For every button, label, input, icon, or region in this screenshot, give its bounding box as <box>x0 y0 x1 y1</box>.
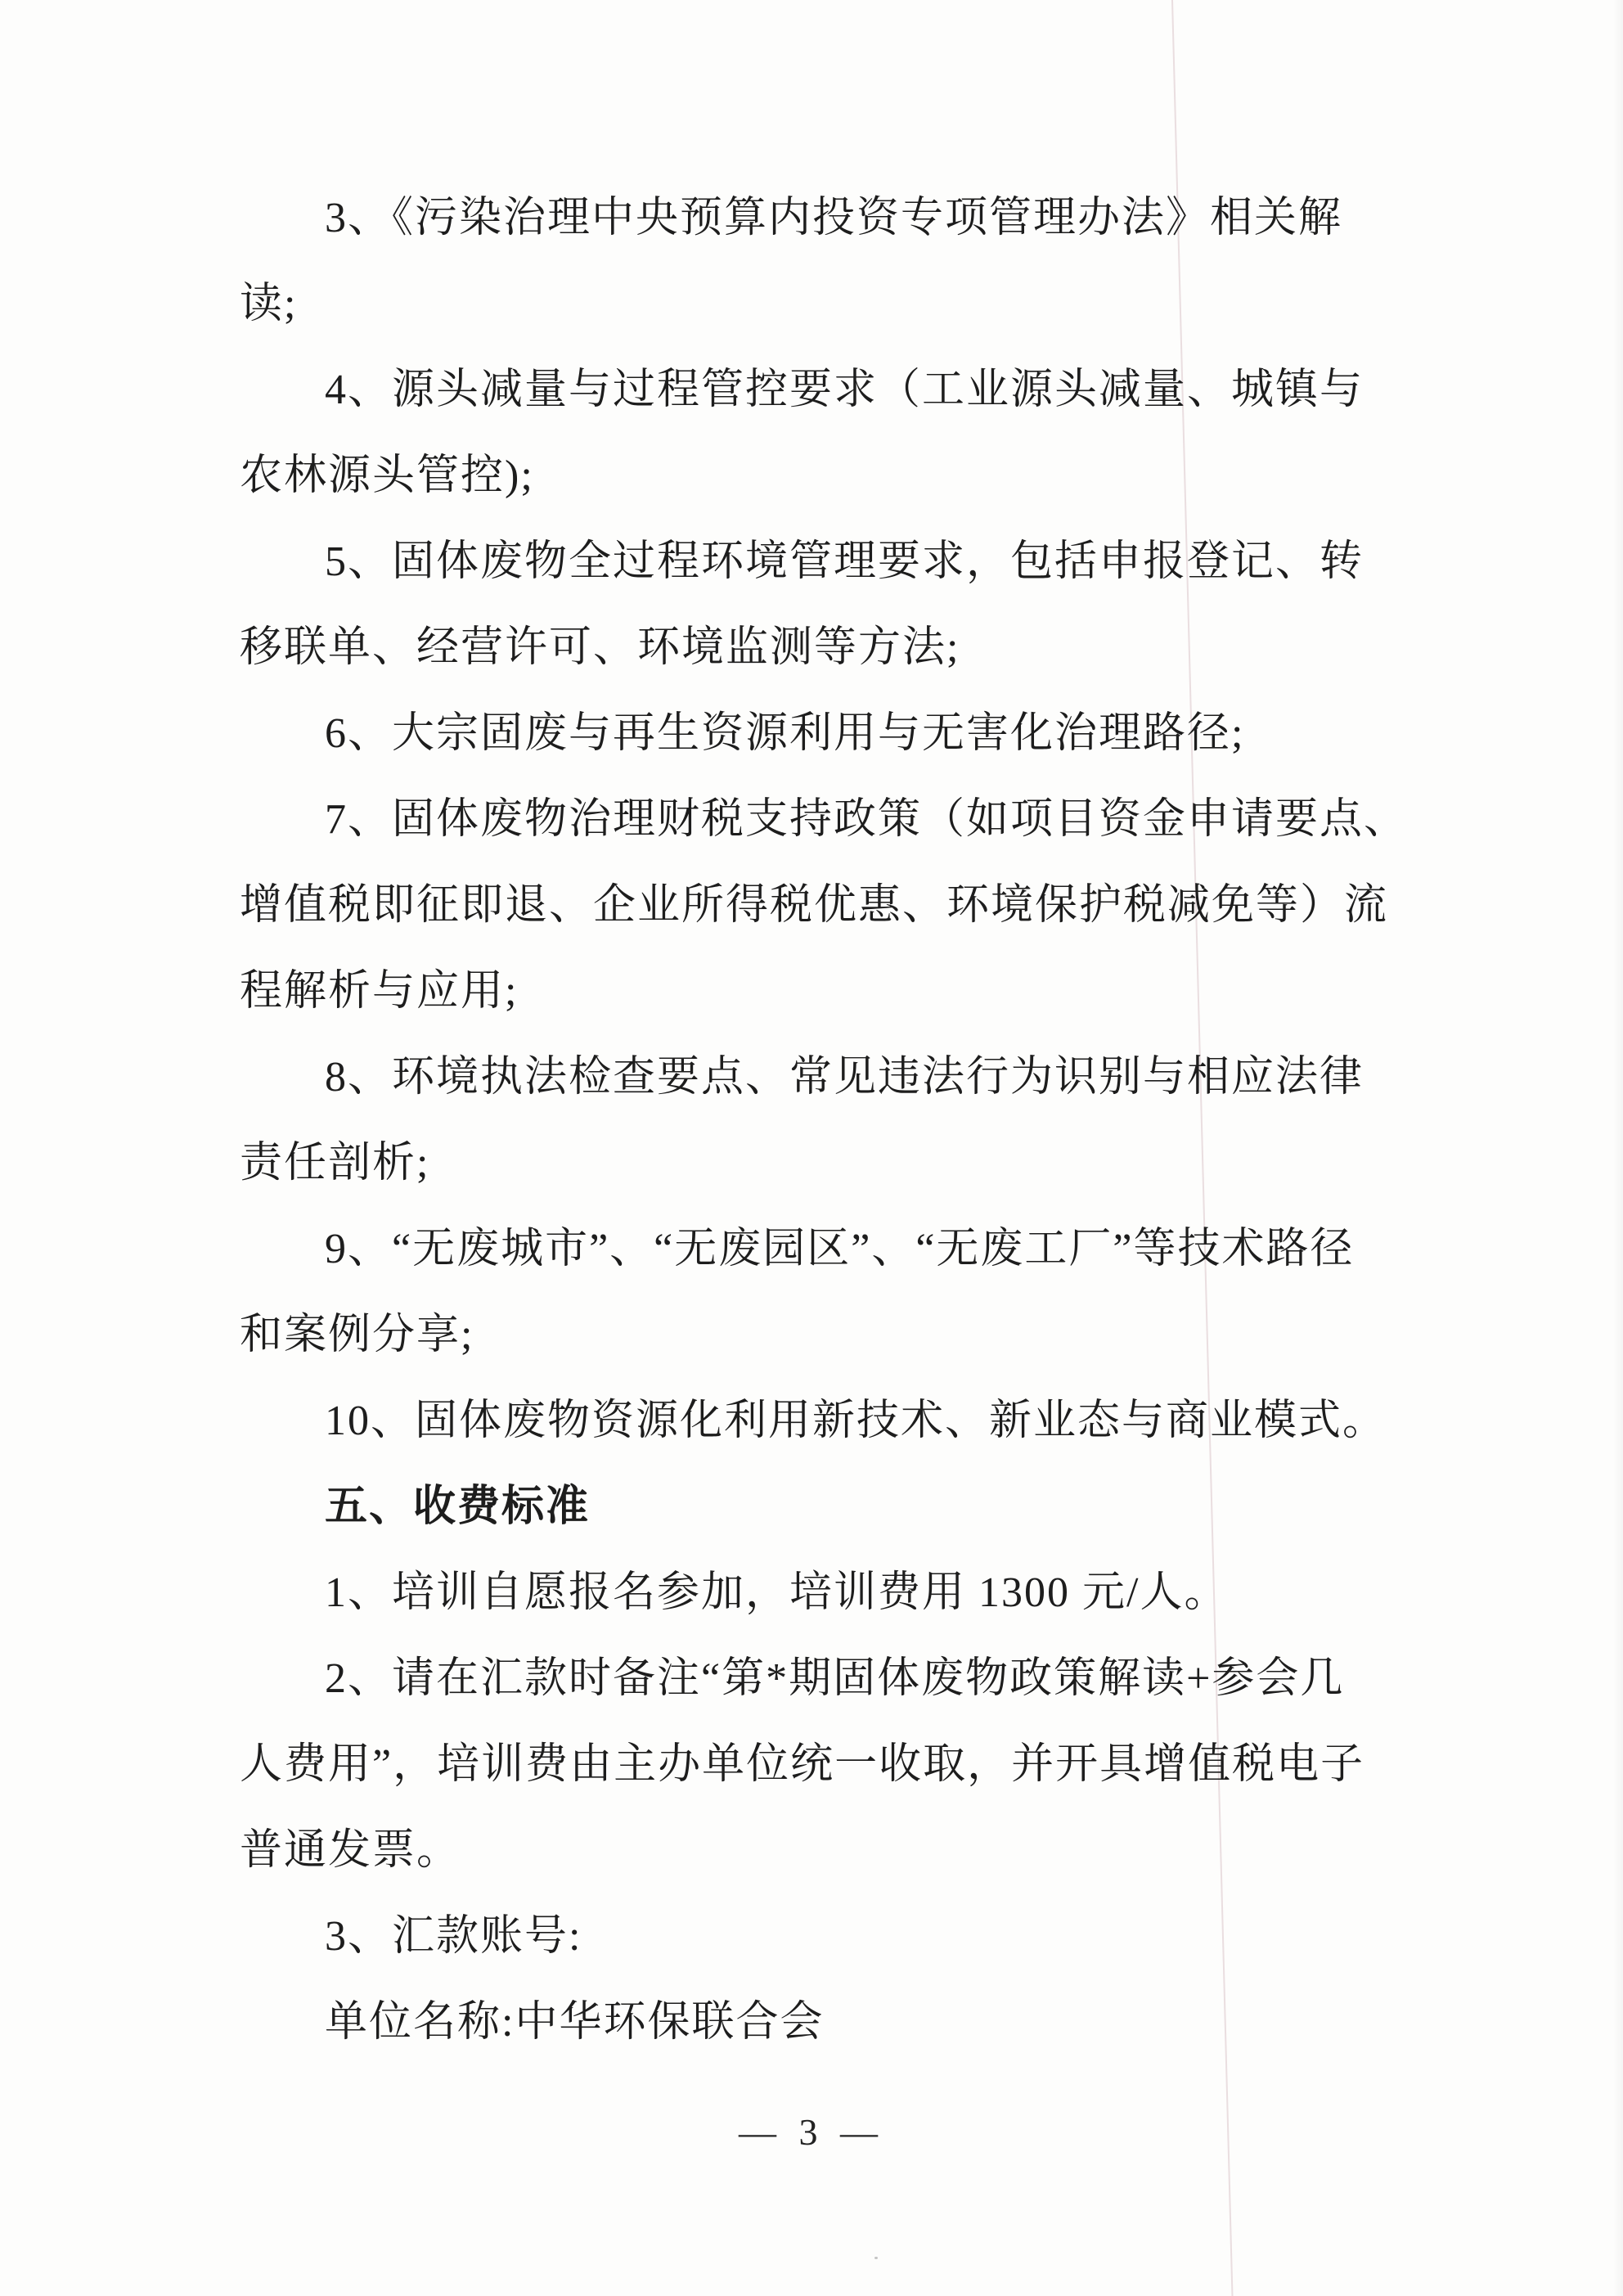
doc-line: 5、固体废物全过程环境管理要求，包括申报登记、转 <box>325 538 1364 585</box>
page-number: — 3 — <box>739 2111 884 2153</box>
doc-line: 普通发票。 <box>240 1827 461 1874</box>
paper-edge-shade <box>1613 0 1623 2296</box>
doc-line: 移联单、经营许可、环境监测等方法; <box>240 624 960 671</box>
doc-line: 10、固体废物资源化利用新技术、新业态与商业模式。 <box>325 1398 1387 1444</box>
doc-line: 8、环境执法检查要点、常见违法行为识别与相应法律 <box>325 1054 1364 1101</box>
document-body <box>240 175 1409 2065</box>
doc-line: 责任剖析; <box>240 1140 430 1186</box>
doc-line: 7、固体废物治理财税支持政策（如项目资金申请要点、 <box>325 796 1409 843</box>
doc-line: 单位名称:中华环保联合会 <box>325 1999 825 2046</box>
doc-line: 3、汇款账号: <box>325 1913 582 1960</box>
doc-line: 农林源头管控); <box>240 452 534 499</box>
doc-line: 3、《污染治理中央预算内投资专项管理办法》相关解 <box>325 195 1343 241</box>
doc-line: 9、“无废城市”、“无废园区”、“无废工厂”等技术路径 <box>325 1226 1355 1272</box>
scan-speck <box>874 2257 878 2259</box>
doc-line: 增值税即征即退、企业所得税优惠、环境保护税减免等）流 <box>240 882 1389 929</box>
doc-line: 程解析与应用; <box>240 968 519 1015</box>
doc-line: 6、大宗固废与再生资源利用与无害化治理路径; <box>325 710 1245 757</box>
doc-line: 1、培训自愿报名参加，培训费用 1300 元/人。 <box>325 1569 1229 1616</box>
doc-line: 人费用”，培训费由主办单位统一收取，并开具增值税电子 <box>240 1741 1365 1788</box>
doc-line: 读; <box>240 281 298 327</box>
section-heading-fees: 五、收费标准 <box>325 1483 591 1530</box>
doc-line: 和案例分享; <box>240 1312 474 1358</box>
doc-line: 4、源头减量与过程管控要求（工业源头减量、城镇与 <box>325 367 1364 413</box>
doc-line: 2、请在汇款时备注“第*期固体废物政策解读+参会几 <box>325 1655 1345 1702</box>
